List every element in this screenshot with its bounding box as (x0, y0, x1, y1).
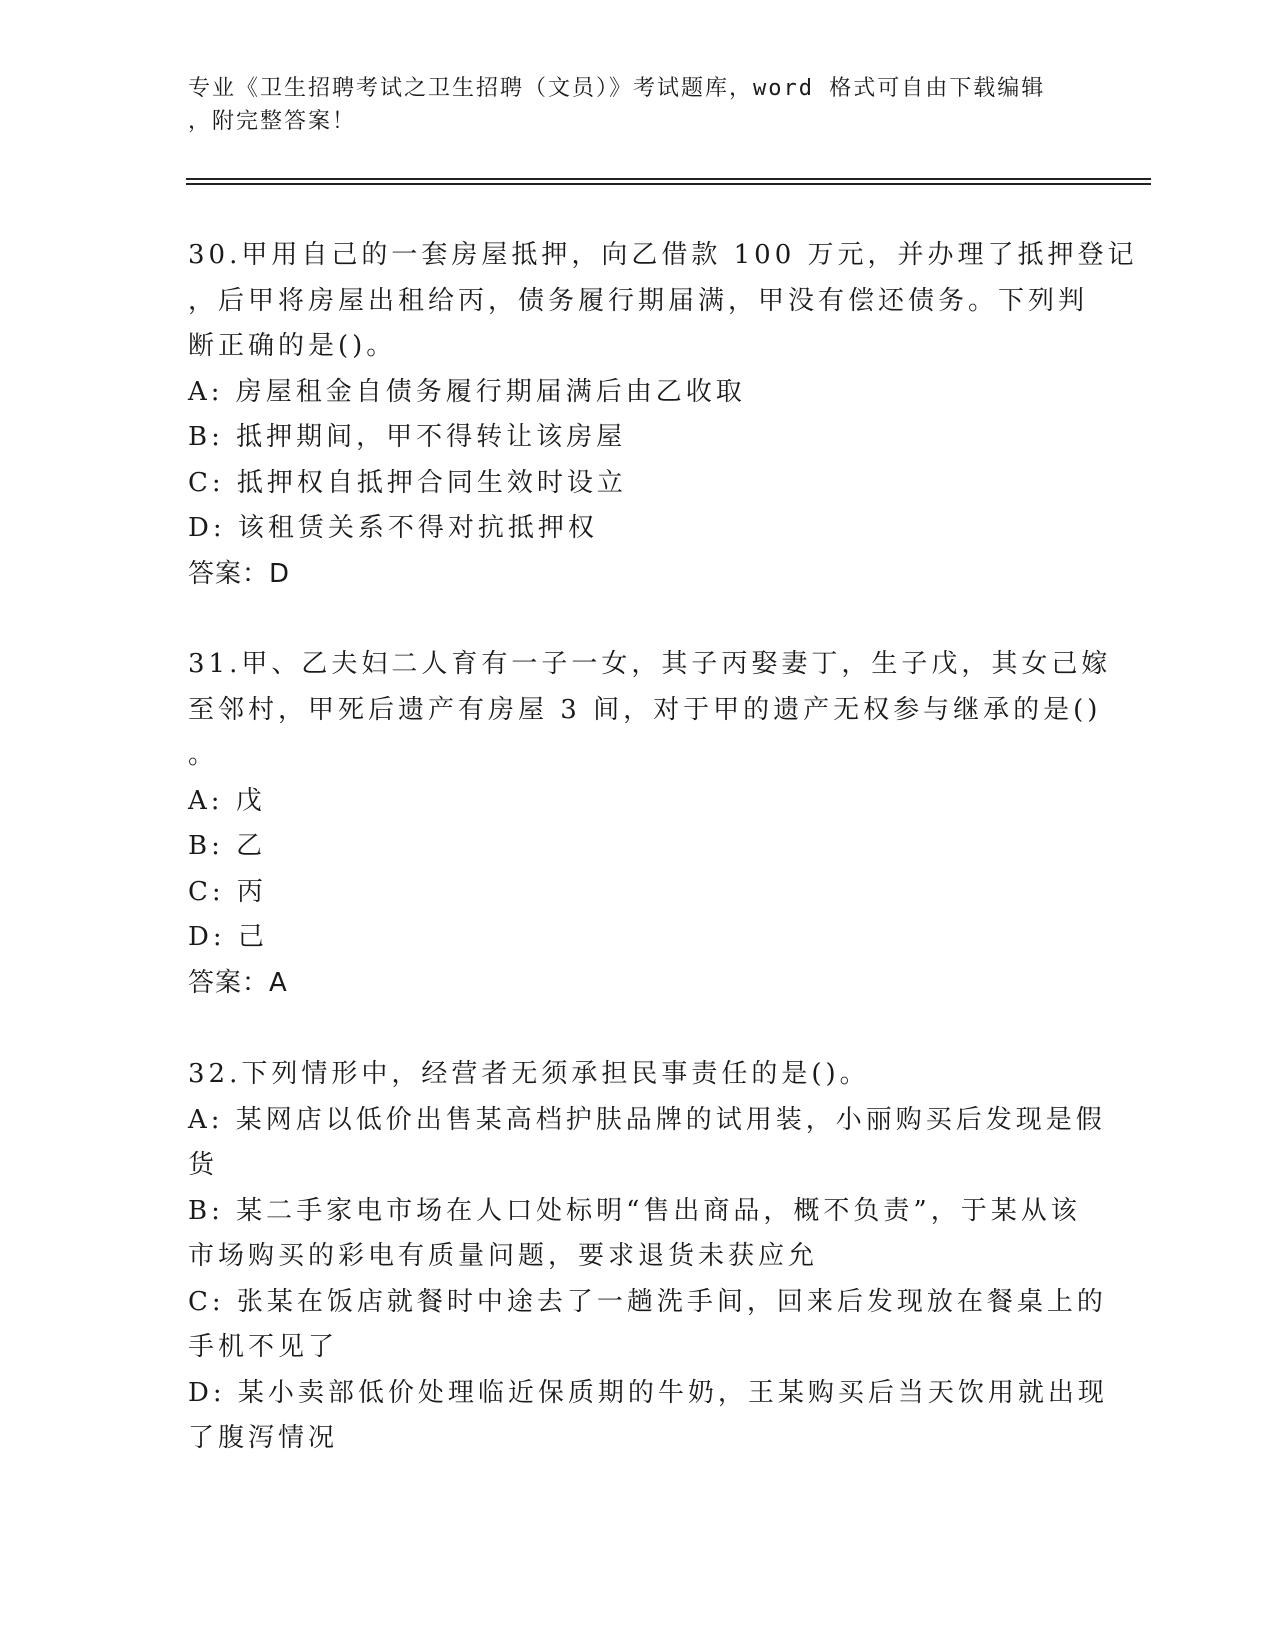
question-stem-line: 30.甲用自己的一套房屋抵押，向乙借款 100 万元，并办理了抵押登记 (188, 240, 1138, 270)
option-b: B: 某二手家电市场在人口处标明“售出商品，概不负责”，于某从该 (188, 1195, 1081, 1226)
option-c: C: 张某在饭店就餐时中途去了一趟洗手间，回来后发现放在餐桌上的 (188, 1286, 1107, 1317)
option-a-continued: 货 (188, 1150, 219, 1180)
header-line: 专业《卫生招聘考试之卫生招聘（文员）》考试题库，word 格式可自由下载编辑 (188, 76, 1046, 101)
header-line: ，附完整答案！ (188, 109, 357, 134)
question-stem-line: 至邻村，甲死后遗产有房屋 3 间，对于甲的遗产无权参与继承的是() (188, 694, 1102, 725)
question-stem-line: 32.下列情形中，经营者无须承担民事责任的是()。 (188, 1059, 870, 1089)
question-stem-line: ，后甲将房屋出租给丙，债务履行期届满，甲没有偿还债务。下列判 (188, 285, 1089, 316)
answer-label: 答案：D (188, 558, 291, 589)
question-stem-line: 31.甲、乙夫妇二人育有一子一女，其子丙娶妻丁，生子戊，其女己嫁 (188, 649, 1112, 679)
option-a: A: 房屋租金自债务履行期届满后由乙收取 (188, 376, 746, 407)
option-d: D: 己 (188, 922, 268, 952)
option-d: D: 该租赁关系不得对抗抵押权 (188, 513, 598, 543)
question-31 (188, 642, 1112, 1006)
option-b: B: 抵押期间，甲不得转让该房屋 (188, 422, 627, 452)
question-stem-line: 。 (188, 740, 219, 770)
question-30 (188, 233, 1138, 597)
question-stem-line: 断正确的是()。 (188, 331, 397, 361)
answer-label: 答案：A (188, 967, 288, 998)
question-32 (188, 1052, 1108, 1462)
option-c-continued: 手机不见了 (188, 1332, 339, 1362)
option-a: A: 某网店以低价出售某高档护肤品牌的试用装，小丽购买后发现是假 (188, 1104, 1106, 1135)
option-c: C: 丙 (188, 876, 267, 907)
option-a: A: 戊 (188, 785, 266, 816)
header-divider (186, 183, 1151, 185)
document-header (188, 72, 1088, 138)
option-b: B: 乙 (188, 831, 267, 861)
option-b-continued: 市场购买的彩电有质量问题，要求退货未获应允 (188, 1241, 819, 1271)
header-divider (186, 178, 1151, 180)
option-d: D: 某小卖部低价处理临近保质期的牛奶，王某购买后当天饮用就出现 (188, 1377, 1108, 1408)
option-c: C: 抵押权自抵押合同生效时设立 (188, 467, 627, 498)
option-d-continued: 了腹泻情况 (188, 1423, 339, 1453)
